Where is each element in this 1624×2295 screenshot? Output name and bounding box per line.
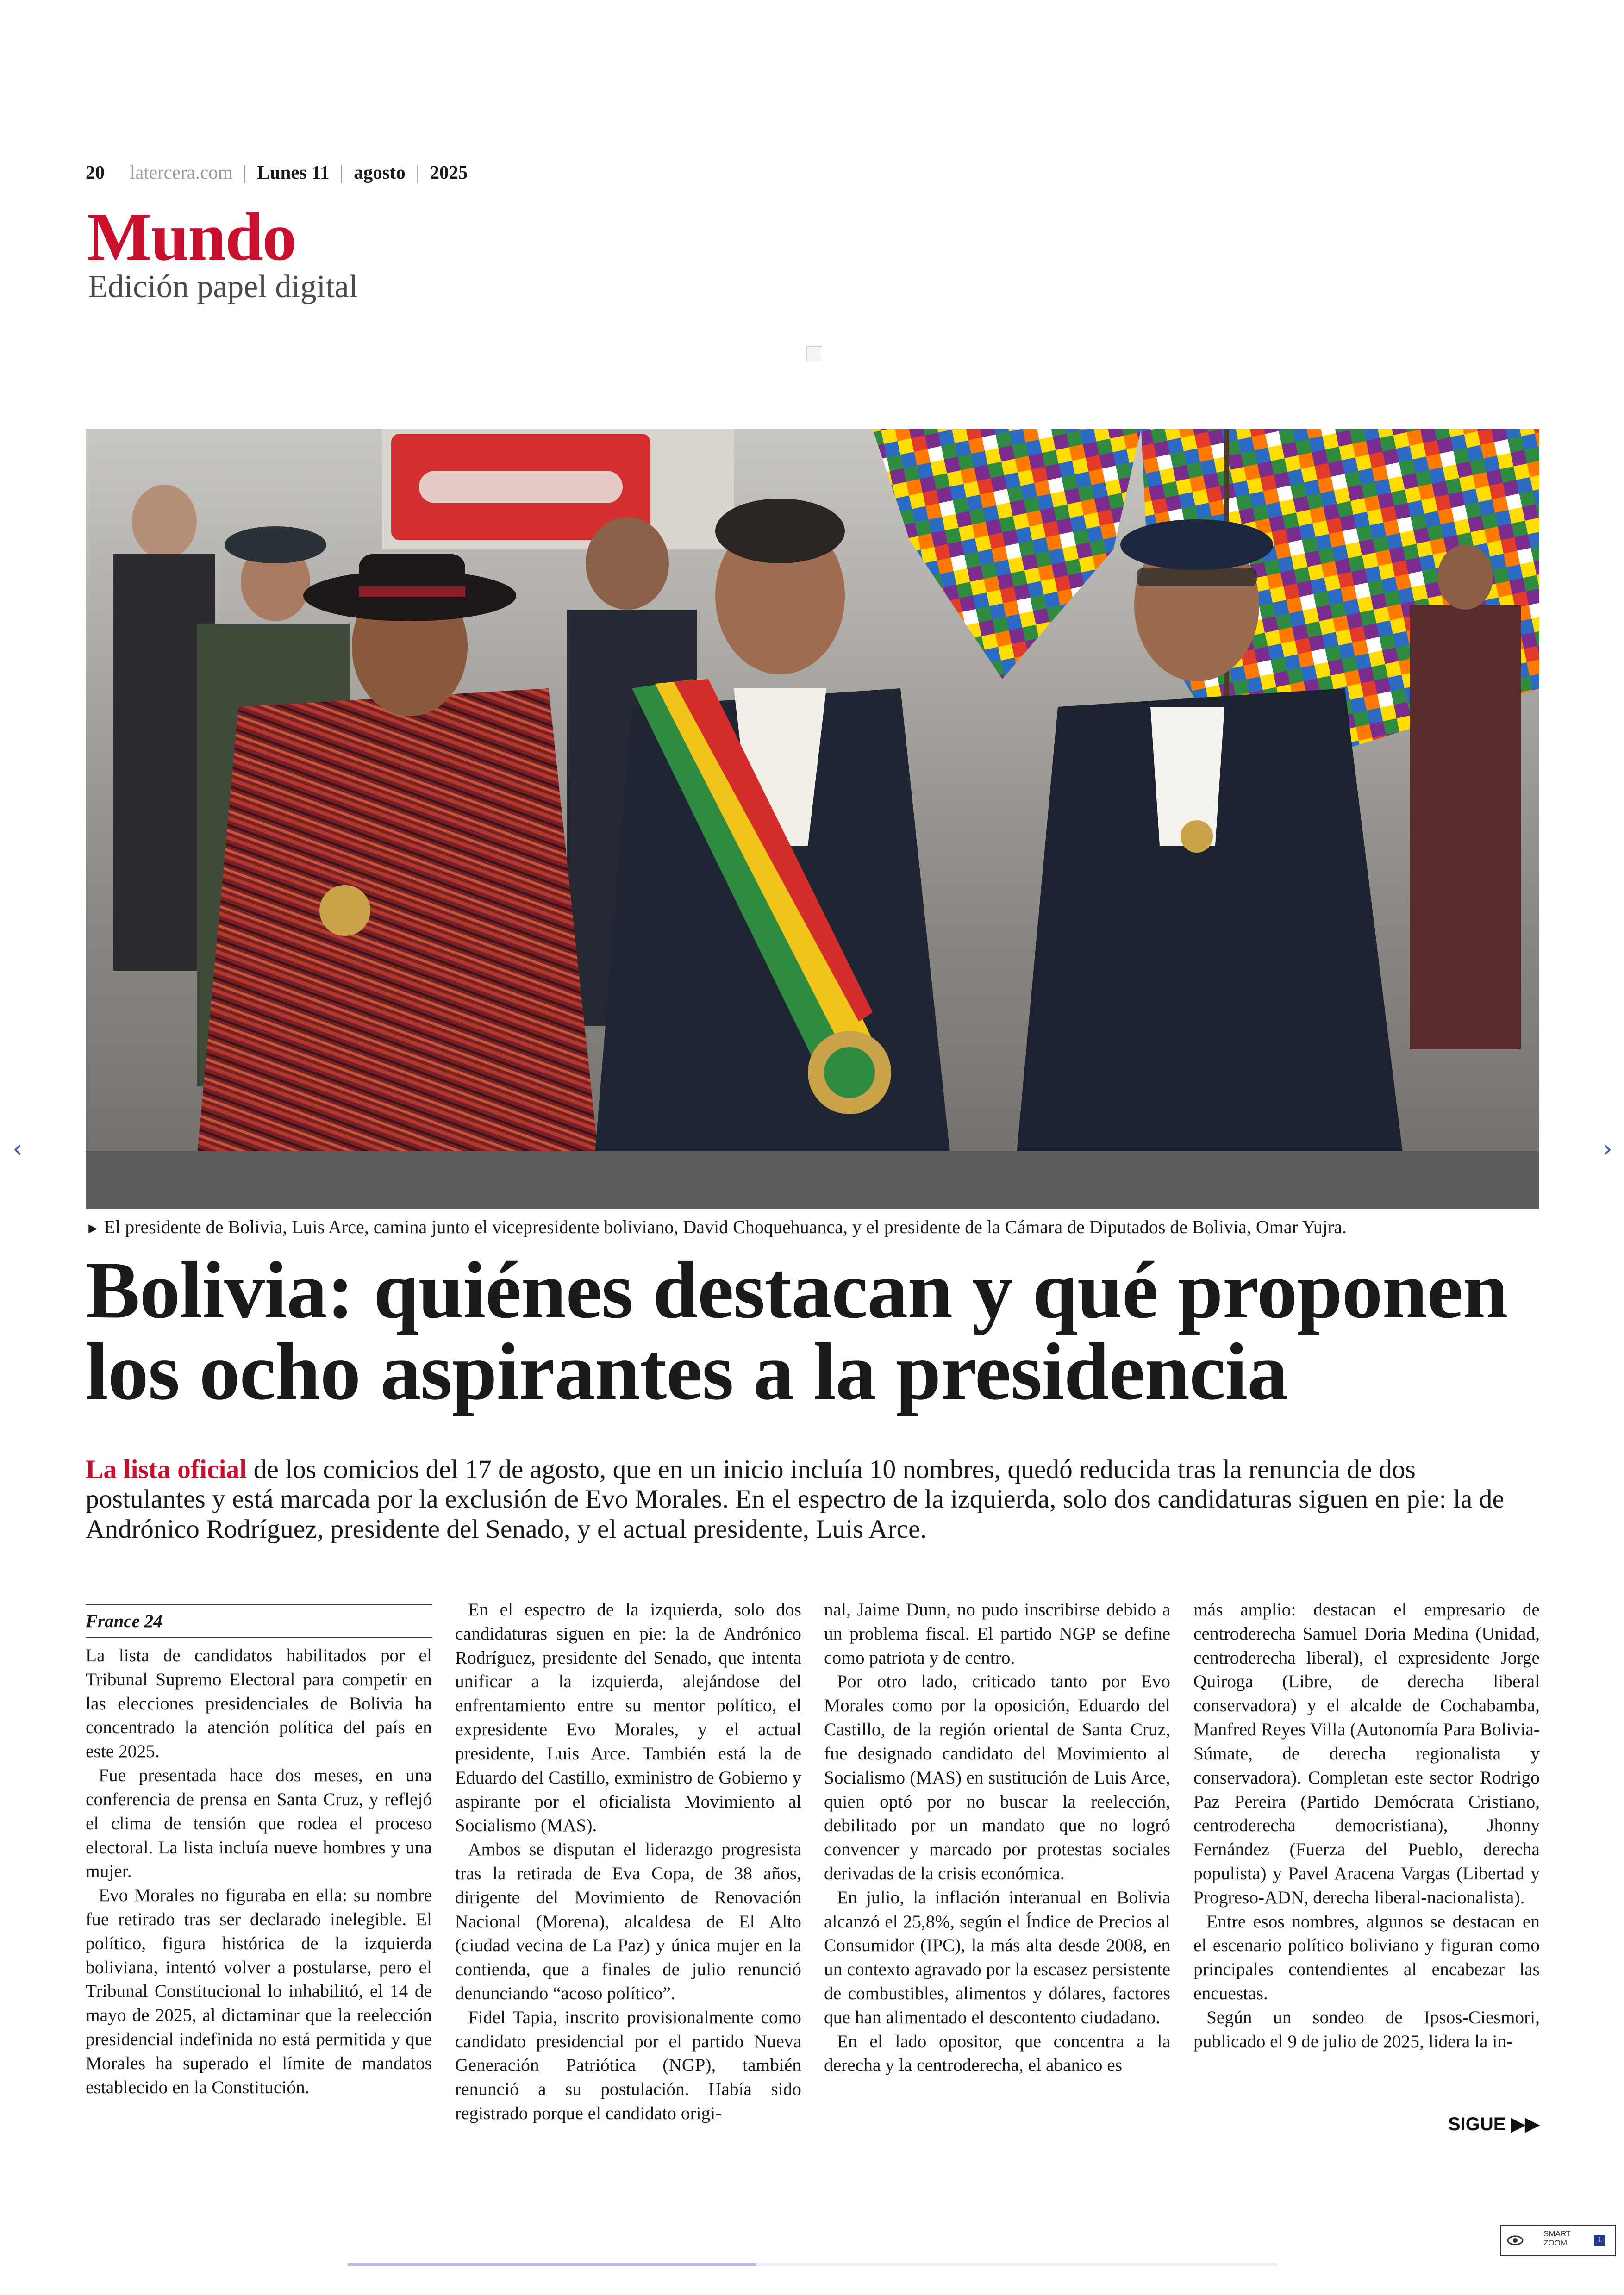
continue-link[interactable] <box>1448 2114 1539 2135</box>
ad-marker-icon <box>806 346 821 361</box>
paragraph: En el espectro de la izquierda, solo dos candidaturas siguen en pie: la de Andrónico Rodríguez, presidente del Senado, que intenta unificar a la izquierda, alejándose del enfrentamiento entre su mentor político, el expresidente Evo Morales, y el actual presidente, Luis Arce. También está la de Eduardo del Castillo, exministro de Gobierno y aspirante por el oficialista Movimiento al Socialismo (MAS). <box>455 1599 801 1836</box>
paragraph: En el lado opositor, que concentra a la derecha y la centroderecha, el abanico es <box>824 2031 1170 2076</box>
next-page-button[interactable] <box>1593 1135 1621 1163</box>
zoom-badge: 1 <box>1594 2235 1605 2246</box>
separator <box>109 162 125 183</box>
paragraph: Evo Morales no figuraba en ella: su nombre fue retirado tras ser declarado inelegible. El político, figura histórica de la izquierda boliviana, intentó volver a postularse, pero el Tribunal Constitucional lo inhabilitó, el 14 de mayo de 2025, al dictaminar que la reelección presidencial indefinida no está permitida y que Morales ha superado el límite de mandatos establecido en la Constitución. <box>86 1885 432 2097</box>
section-title: Mundo <box>87 199 296 275</box>
paragraph: Ambos se disputan el liderazgo progresista tras la retirada de Eva Copa, de 38 años, dirigente del Movimiento de Renovación Nacional (Morena), alcaldesa de El Alto (ciudad vecina de La Paz) y única mujer en la contienda, que a finales de julio renunció denunciando “acoso político”. <box>455 1839 801 2003</box>
page-header-line <box>86 161 468 183</box>
main-photo <box>86 429 1539 1209</box>
headline-line-1: Bolivia: quiénes destacan y qué proponen <box>86 1245 1508 1335</box>
chevron-left-icon: ‹ <box>12 1134 23 1163</box>
paragraph: En julio, la inflación interanual en Bolivia alcanzó el 25,8%, según el Índice de Precios al Consumidor (IPC), la más alta desde 2008, en un contexto agravado por la escasez persistente de combustibles, alimentos y dólares, factores que han alimentado el descontento ciudadano. <box>824 1887 1170 2027</box>
body-column-1 <box>86 1644 432 2099</box>
caption-arrow-icon: ► <box>86 1220 100 1236</box>
page-progress-fill <box>347 2263 756 2266</box>
paragraph: La lista de candidatos habilitados por el Tribunal Supremo Electoral para competir en las elecciones presidenciales de Bolivia ha concentrado la atención política del país en este 2025. <box>86 1645 432 1762</box>
caption-text: El presidente de Bolivia, Luis Arce, camina junto el vicepresidente boliviano, David Choquehuanca, y el presidente de la Cámara de Diputados de Bolivia, Omar Yujra. <box>104 1216 1347 1237</box>
edition-label: Edición papel digital <box>88 269 358 305</box>
article-lede <box>86 1455 1539 1544</box>
date-day: Lunes 11 <box>257 162 330 183</box>
separator: | <box>243 162 247 183</box>
separator: | <box>416 162 420 183</box>
body-column-4 <box>1193 1598 1540 2053</box>
paragraph: Fidel Tapia, inscrito provisionalmente como candidato presidencial por el partido Nueva Generación Patriótica (NGP), también renunció a su postulación. Había sido registrado porque el candidato origi- <box>455 2007 801 2124</box>
eye-icon <box>1506 2232 1524 2249</box>
article-headline <box>86 1245 1549 1417</box>
previous-page-button[interactable] <box>4 1135 31 1163</box>
byline-rule-top <box>86 1604 432 1605</box>
headline-line-2: los ocho aspirantes a la presidencia <box>86 1327 1288 1417</box>
chevron-right-icon: › <box>1602 1134 1612 1163</box>
paragraph: Por otro lado, criticado tanto por Evo Morales como por la oposición, Eduardo del Castillo, de la región oriental de Santa Cruz, fue designado candidato del Movimiento al Socialismo (MAS) en sustitución de Luis Arce, quien optó por no buscar la reelección, debilitado por un mandato que no logró convencer y marcado por protestas sociales derivadas de la crisis económica. <box>824 1671 1170 1883</box>
paragraph: nal, Jaime Dunn, no pudo inscribirse debido a un problema fiscal. El partido NGP se define como patriota y de centro. <box>824 1599 1170 1668</box>
lede-highlight: La lista oficial <box>86 1455 247 1484</box>
photo-caption <box>86 1216 1539 1238</box>
date-month: agosto <box>354 162 406 183</box>
body-column-2 <box>455 1598 801 2126</box>
smart-zoom-label <box>1543 2229 1571 2248</box>
paragraph: Entre esos nombres, algunos se destacan en el escenario político boliviano y figuran como principales contendientes al encabezar las encuestas. <box>1193 1911 1540 2003</box>
lede-text: de los comicios del 17 de agosto, que en un inicio incluía 10 nombres, quedó reducida tras la renuncia de dos postulantes y está marcada por la exclusión de Evo Morales. En el espectro de la izquierda, solo dos candidaturas siguen en pie: la de Andrónico Rodríguez, presidente del Senado, y el actual presidente, Luis Arce. <box>86 1455 1505 1544</box>
page-number: 20 <box>86 162 105 183</box>
photo-illustration <box>86 429 1539 1209</box>
separator: | <box>339 162 344 183</box>
paragraph: Fue presentada hace dos meses, en una conferencia de prensa en Santa Cruz, y reflejó el clima de tensión que rodea el proceso electoral. La lista incluía nueve hombres y una mujer. <box>86 1765 432 1882</box>
date-year: 2025 <box>430 162 468 183</box>
continue-label: SIGUE <box>1448 2114 1506 2134</box>
double-arrow-icon: ▶▶ <box>1505 2114 1540 2134</box>
site-name: latercera.com <box>130 162 233 183</box>
paragraph: Según un sondeo de Ipsos-Ciesmori, publicado el 9 de julio de 2025, lidera la in- <box>1193 2007 1540 2052</box>
smart-zoom-line-1: SMART <box>1543 2229 1571 2238</box>
paragraph: más amplio: destacan el empresario de centroderecha Samuel Doria Medina (Unidad, centroderecha liberal), el expresidente Jorge Quiroga (Libre, de derecha liberal conservadora) y el alcalde de Cochabamba, Manfred Reyes Villa (Autonomía Para Bolivia-Súmate, de derecha regionalista y conservadora). Completan este sector Rodrigo Paz Pereira (Partido Demócrata Cristiano, centroderecha democristiana), Jhonny Fernández (Fuerza del Pueblo, derecha populista) y Pavel Aracena Vargas (Libertad y Progreso-ADN, derecha liberal-nacionalista). <box>1193 1599 1540 1908</box>
smart-zoom-button[interactable] <box>1500 2225 1616 2256</box>
body-column-3 <box>824 1598 1170 2077</box>
smart-zoom-line-2: ZOOM <box>1543 2239 1567 2247</box>
agency-byline: France 24 <box>86 1611 162 1631</box>
byline-rule-bottom <box>86 1637 432 1638</box>
